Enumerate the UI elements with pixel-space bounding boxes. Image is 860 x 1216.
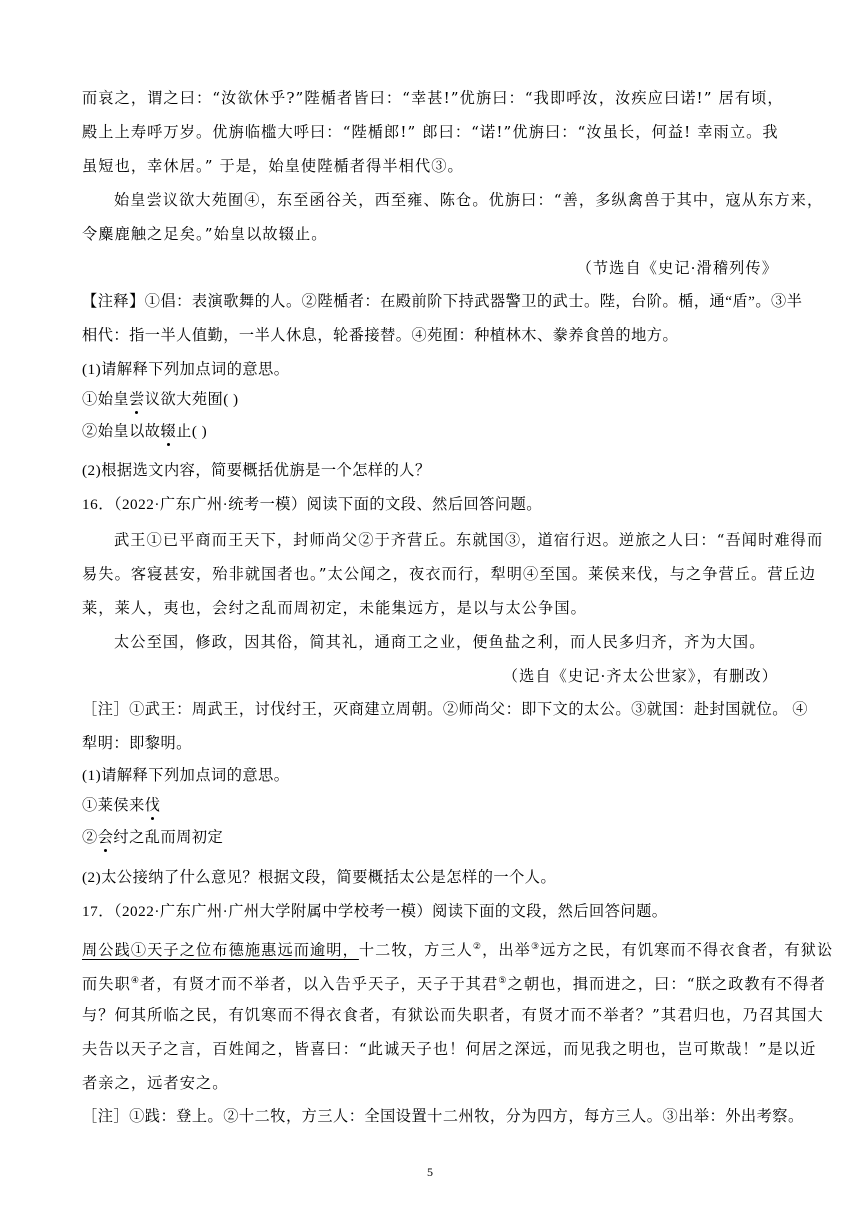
passage1-source: （节选自《史记·滑稽列传》 [576, 259, 778, 277]
passage3-line: 与？何其所临之民，有饥寒而不得衣食者，有狱讼而失职者，有贤才而不举者？”其君归也，乃召其国大 [82, 1006, 824, 1024]
question-prompt: (2)太公接纳了什么意见？根据文段，简要概括太公是怎样的一个人。 [82, 869, 557, 886]
passage1-line: 始皇尝议欲大苑囿④，东至函谷关，西至雍、陈仓。优旃曰：“善，多纵禽兽于其中，寇从东方来， [114, 191, 824, 209]
passage3-line: 者亲之，远者安之。 [82, 1074, 229, 1092]
dotted-word: 尝 [129, 391, 145, 408]
passage3-note: ［注］①践：登上。②十二牧，方三人：全国设置十二州牧，分为四方，每方三人。③出举：外出考察。 [82, 1108, 804, 1125]
passage2-line: 易失。客寝甚安，殆非就国者也。”太公闻之，夜衣而行，犁明④至国。莱侯来伐，与之争营丘。营丘边 [82, 565, 817, 583]
dotted-word: 会 [97, 829, 114, 846]
question-heading: 17．（2022·广东广州·广州大学附属中学校考一模）阅读下面的文段，然后回答问题。 [82, 903, 668, 920]
page-number: 5 [427, 1165, 433, 1179]
passage1-note: 相代：指一半人值勤，一半人休息，轮番接替。④苑囿：种植林木、豢养食兽的地方。 [82, 327, 679, 344]
question-heading: 16．（2022·广东广州·统考一模）阅读下面的文段、然后回答问题。 [82, 496, 542, 513]
passage1-line: 殿上上寿呼万岁。优旃临槛大呼曰：“陛楯郎!” 郎曰：“诺!”优旃曰：“汝虽长，何益! 幸雨立。我 [82, 123, 779, 141]
question-item: ①莱侯来伐 [82, 797, 161, 814]
passage2-line: 太公至国，修政，因其俗，简其礼，通商工之业，便鱼盐之利，而人民多归齐，齐为大国。 [114, 633, 766, 651]
passage1-line: 而哀之，谓之曰：“汝欲休乎?”陛楯者皆曰：“幸甚!”优旃曰：“我即呼汝，汝疾应曰诺!” 居有顷， [82, 89, 784, 107]
question-prompt: (1)请解释下列加点词的意思。 [82, 767, 290, 784]
question-item: ②始皇以故辍止( ) [82, 423, 208, 440]
passage2-line: 莱，莱人，夷也，会纣之乱而周初定，未能集远方，是以与太公争国。 [82, 599, 587, 617]
question-prompt: (2)根据选文内容，简要概括优旃是一个怎样的人？ [82, 462, 431, 479]
dotted-word: 伐 [144, 797, 161, 814]
passage3-line: 而失职④者，有贤才而不举者，以入告乎天子，天子于其君⑤之朝也，揖而进之，曰：“朕之政教有不得者 [82, 975, 826, 994]
passage2-source: （选自《史记·齐太公世家》，有删改） [502, 667, 778, 685]
passage1-line: 虽短也，幸休居。” 于是，始皇使陛楯者得半相代③。 [82, 157, 464, 175]
passage1-line: 令麋鹿触之足矣。”始皇以故辍止。 [82, 225, 328, 243]
passage1-note: 【注释】①倡：表演歌舞的人。②陛楯者：在殿前阶下持武器警卫的武士。陛，台阶。楯，通“盾”。③半 [82, 293, 803, 310]
passage2-note: 犁明：即黎明。 [82, 735, 192, 752]
passage3-line: 夫告以天子之言，百姓闻之，皆喜曰：“此诚天子也！何居之深远，而见我之明也，岂可欺哉！”是以近 [82, 1040, 817, 1058]
dotted-word: 辍 [160, 423, 177, 440]
question-prompt: (1)请解释下列加点词的意思。 [82, 361, 290, 378]
question-item: ①始皇尝议欲大苑囿( ) [82, 391, 239, 408]
passage2-note: ［注］①武王：周武王，讨伐纣王，灭商建立周朝。②师尚父：即下文的太公。③就国：赴封国就位。 ④ [82, 701, 808, 718]
underlined-sentence: 周公践①天子之位布德施惠远而逾明， [82, 941, 359, 960]
passage3-line: 周公践①天子之位布德施惠远而逾明，十二牧，方三人②，出举③远方之民，有饥寒而不得衣食者，有狱讼 [82, 941, 834, 960]
question-item: ②会纣之乱而周初定 [82, 829, 224, 846]
passage2-line: 武王①已平商而王天下，封师尚父②于齐营丘。东就国③，道宿行迟。逆旅之人曰：“吾闻时难得而 [114, 531, 824, 549]
